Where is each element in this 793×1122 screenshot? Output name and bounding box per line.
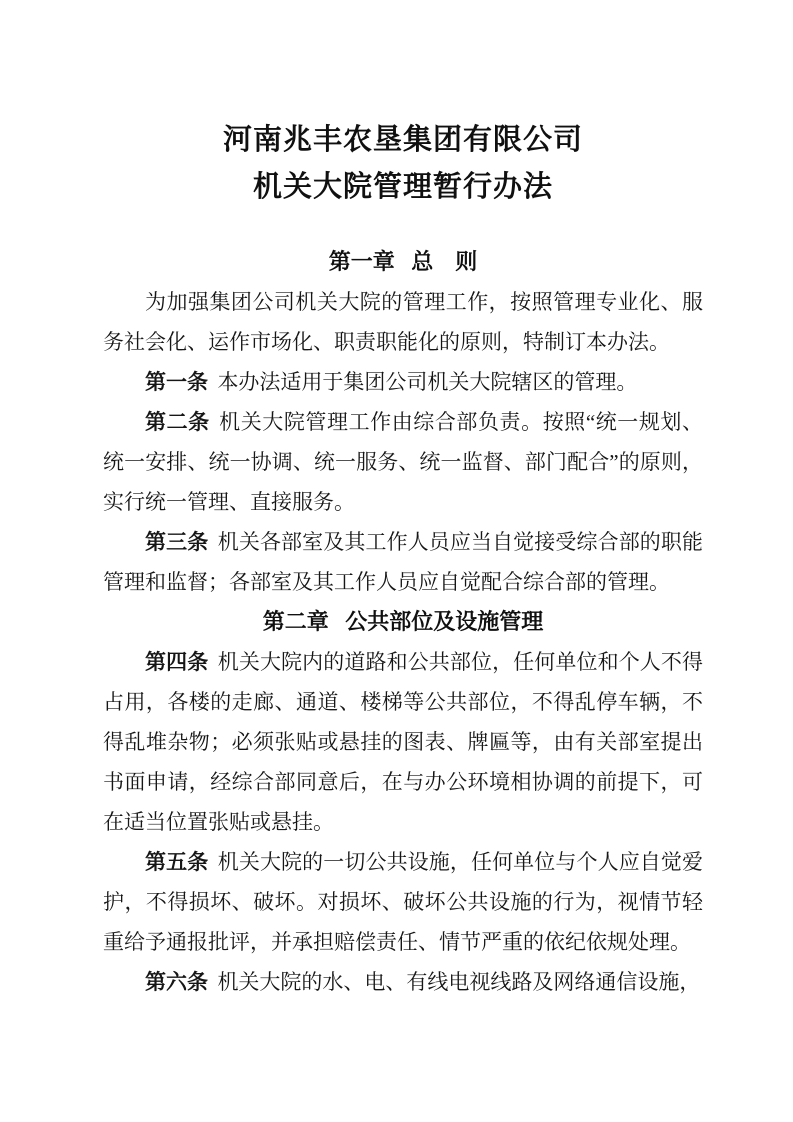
- article-3-paragraph: [103, 522, 703, 602]
- article-4-label: 第四条: [145, 650, 209, 674]
- article-5-label: 第五条: [145, 850, 209, 874]
- chapter-2-name: 公共部位及设施管理: [345, 609, 544, 634]
- article-4-text: 机关大院内的道路和公共部位，任何单位和个人不得占用，各楼的走廊、通道、楼梯等公共部位，不得乱停车辆，不得乱堆杂物；必须张贴或悬挂的图表、牌匾等，由有关部室提出书面申请，经综合部同意后，在与办公环境相协调的前提下，可在适当位置张贴或悬挂。: [103, 650, 704, 834]
- document-title-line1: 河南兆丰农垦集团有限公司: [222, 124, 583, 156]
- article-6-label: 第六条: [145, 970, 208, 994]
- article-3-text: 机关各部室及其工作人员应当自觉接受综合部的职能管理和监督；各部室及其工作人员应自觉配合综合部的管理。: [103, 530, 704, 594]
- article-6-text: 机关大院的水、电、有线电视线路及网络通信设施，: [217, 970, 701, 994]
- chapter-1-number: 第一章: [328, 249, 395, 274]
- article-5-text: 机关大院的一切公共设施，任何单位与个人应自觉爱护，不得损坏、破坏。对损坏、破坏公共设施的行为，视情节轻重给予通报批评，并承担赔偿责任、情节严重的依纪依规处理。: [103, 850, 704, 954]
- article-6-paragraph: [103, 962, 703, 1002]
- document-title-line2: 机关大院管理暂行办法: [252, 171, 553, 203]
- chapter-2-number: 第二章: [262, 609, 329, 634]
- chapter-1-intro-paragraph: [103, 282, 703, 362]
- chapter-1-intro-text: 为加强集团公司机关大院的管理工作，按照管理专业化、服务社会化、运作市场化、职责职能化的原则，特制订本办法。: [103, 290, 703, 354]
- article-2-label: 第二条: [145, 410, 210, 434]
- article-3-label: 第三条: [145, 530, 209, 554]
- article-1-text: 本办法适用于集团公司机关大院辖区的管理。: [217, 370, 638, 394]
- article-4-paragraph: [103, 642, 703, 842]
- article-1-paragraph: [103, 362, 703, 402]
- article-2-text: 机关大院管理工作由综合部负责。按照“统一规划、统一安排、统一协调、统一服务、统一监督、部门配合”的原则，实行统一管理、直接服务。: [103, 410, 704, 514]
- chapter-1-heading: [103, 242, 703, 282]
- document-title: [103, 117, 703, 211]
- article-5-paragraph: [103, 842, 703, 962]
- article-1-label: 第一条: [145, 370, 208, 394]
- article-2-paragraph: [103, 402, 703, 522]
- chapter-2-heading: [103, 602, 703, 642]
- chapter-1-name: 总 则: [411, 249, 478, 274]
